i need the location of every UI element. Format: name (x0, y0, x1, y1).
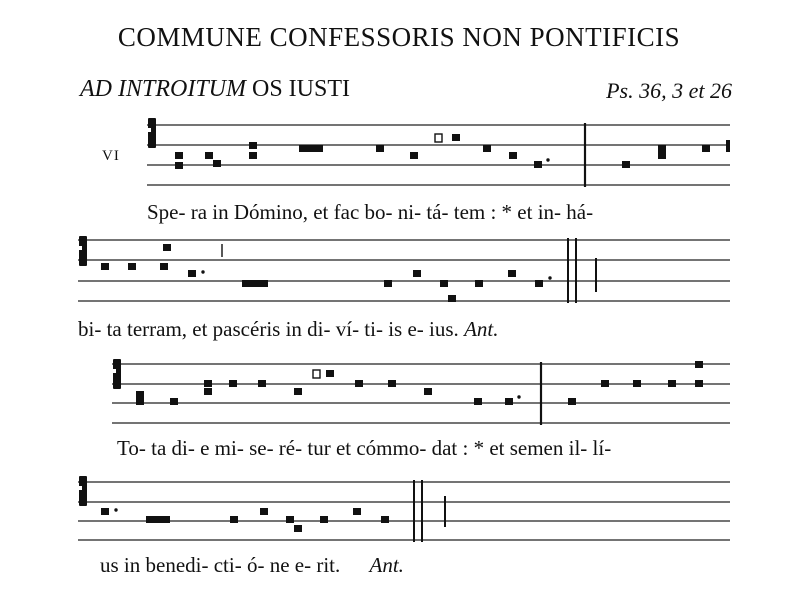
custos-marks (726, 140, 730, 152)
lyric-line-1: Spe- ra in Dómino, et fac bo- ni- tá- tem : * et in- há- (147, 200, 594, 224)
page-title: COMMUNE CONFESSORIS NON PONTIFICIS (117, 22, 681, 52)
psalm-reference: Ps. 36, 3 et 26 (606, 78, 732, 103)
lyric-line-2 (78, 317, 498, 342)
introit-incipit: OS IUSTI (252, 76, 351, 102)
staff-4 (78, 482, 730, 540)
introit-label: AD INTROITUM (80, 76, 246, 102)
c-clef-2 (79, 236, 87, 266)
staff-2 (78, 240, 730, 301)
c-clef-3 (113, 359, 121, 389)
antiphon-marker-1: Ant. (464, 317, 499, 341)
antiphon-marker-2: Ant. (369, 553, 404, 577)
c-clef-4 (79, 476, 87, 506)
lyric-line-3: To- ta di- e mi- se- ré- tur et cómmo- dat : * et semen il- lí- (117, 436, 612, 460)
lyric-line-2-text: bi- ta terram, et pascéris in di- ví- ti- is e- ius. (78, 317, 459, 341)
lyric-line-4 (100, 553, 404, 578)
c-clef-1 (148, 118, 156, 148)
lyric-line-4-text: us in benedi- cti- ó- ne e- rit. (100, 553, 341, 577)
mode-number: VI (102, 148, 120, 164)
